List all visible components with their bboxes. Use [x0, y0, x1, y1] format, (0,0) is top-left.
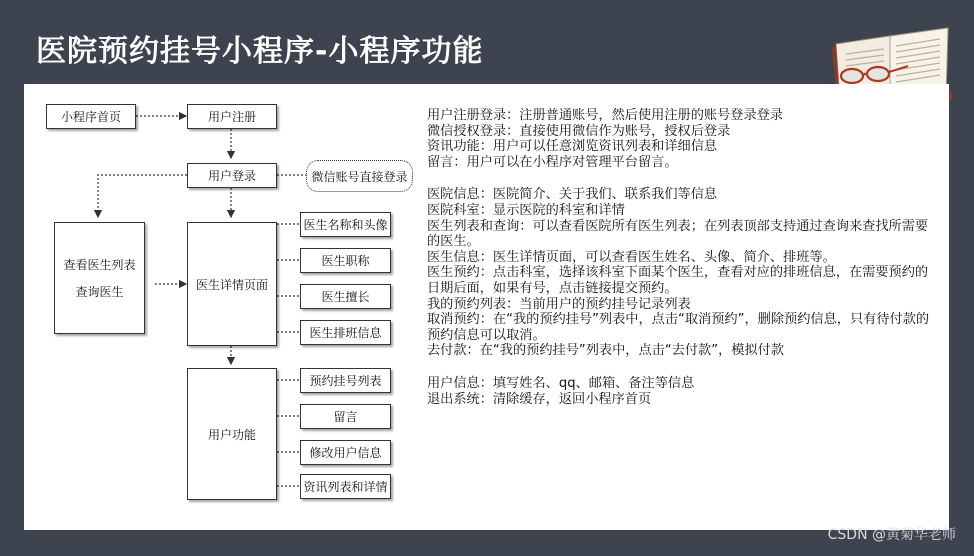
page-title: 医院预约挂号小程序-小程序功能 — [36, 34, 484, 69]
desc-line: 医生预约：点击科室，选择该科室下面某个医生，查看对应的排班信息，在需要预约的日期后面，如果有号，点击链接提交预约。 — [427, 265, 929, 296]
desc-line: 用户注册登录：注册普通账号，然后使用注册的账号登录登录 — [427, 108, 784, 123]
desc-line: 医生信息：医生详情页面，可以查看医生姓名、头像、简介、排班等。 — [427, 249, 836, 265]
desc-line: 医生列表和查询：可以查看医院所有医生列表；在列表顶部支持通过查询来查找所需要的医生。 — [427, 218, 929, 250]
detail-item: 医生排班信息 — [300, 320, 391, 345]
desc-line: 留言：用户可以在小程序对管理平台留言。 — [427, 154, 678, 170]
desc-line: 用户信息：填写姓名、qq、邮箱、备注等信息 — [427, 375, 695, 391]
watermark: CSDN @黄菊华老师 — [827, 527, 956, 543]
detail-item: 医生职称 — [300, 248, 391, 273]
desc-line: 我的预约列表：当前用户的预约挂号记录列表 — [427, 296, 691, 312]
function-item: 修改用户信息 — [300, 440, 391, 465]
feature-descriptions — [427, 108, 937, 407]
node-doctor-list — [54, 222, 145, 334]
node-register: 用户注册 — [187, 104, 277, 129]
desc-line: 医院科室：显示医院的科室和详情 — [427, 202, 625, 218]
function-item: 预约挂号列表 — [300, 368, 391, 393]
node-wechat-login: 微信账号直接登录 — [306, 160, 413, 192]
desc-line: 微信授权登录：直接使用微信作为账号，授权后登录 — [427, 123, 731, 139]
content-panel — [24, 84, 949, 530]
detail-item: 医生名称和头像 — [300, 212, 391, 237]
desc-line: 医院信息：医院简介、关于我们、联系我们等信息 — [427, 187, 718, 203]
node-login: 用户登录 — [187, 163, 277, 188]
node-user-function: 用户功能 — [187, 368, 277, 500]
node-home: 小程序首页 — [46, 104, 136, 129]
detail-item: 医生擅长 — [300, 284, 391, 309]
spacer — [427, 170, 937, 187]
function-item: 资讯列表和详情 — [300, 474, 391, 499]
desc-line: 取消预约：在“我的预约挂号”列表中，点击“取消预约”，删除预约信息，只有待付款的预约信息可以取消。 — [427, 312, 930, 343]
desc-line: 去付款：在“我的预约挂号”列表中，点击“去付款”，模拟付款 — [427, 343, 785, 359]
doctor-query-label: 查询医生 — [75, 285, 124, 299]
desc-line: 退出系统：清除缓存，返回小程序首页 — [427, 391, 652, 407]
desc-line: 资讯功能：用户可以任意浏览资讯列表和详细信息 — [427, 139, 718, 155]
node-doctor-detail: 医生详情页面 — [187, 222, 277, 346]
doctor-list-label: 查看医生列表 — [63, 258, 136, 272]
function-item: 留言 — [300, 404, 391, 429]
spacer — [427, 359, 937, 376]
